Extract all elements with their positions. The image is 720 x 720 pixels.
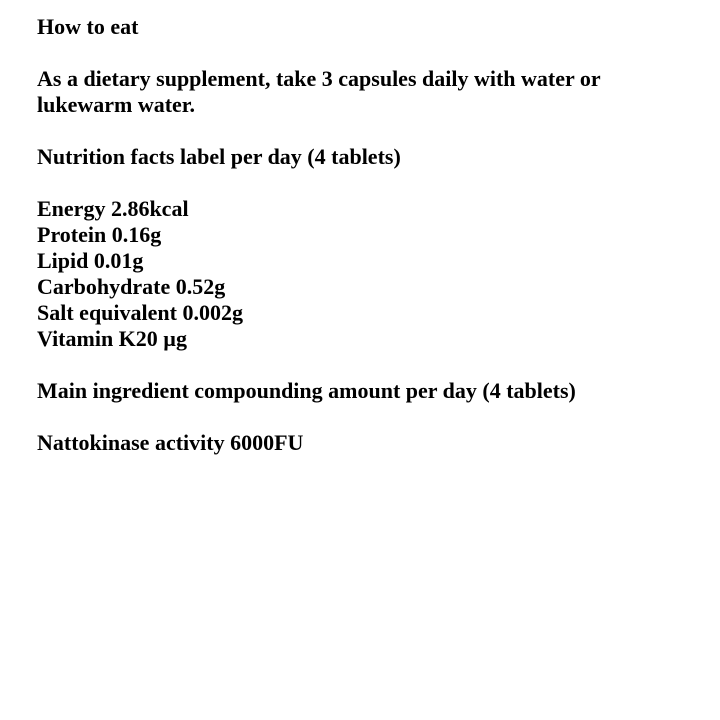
nutrition-item: Vitamin K20 µg — [37, 326, 187, 351]
nutrition-item: Carbohydrate 0.52g — [37, 274, 226, 299]
nutrition-list — [37, 196, 697, 352]
nutrition-item: Energy 2.86kcal — [37, 196, 189, 221]
ingredient: Nattokinase activity 6000FU — [37, 430, 304, 455]
document — [37, 14, 697, 456]
nutrition-item: Salt equivalent 0.002g — [37, 300, 243, 325]
heading: How to eat — [37, 14, 139, 39]
nutrition-item: Protein 0.16g — [37, 222, 162, 247]
nutrition-item: Lipid 0.01g — [37, 248, 144, 273]
nutrition-title: Nutrition facts label per day (4 tablets) — [37, 144, 401, 169]
ingredient-title: Main ingredient compounding amount per day (4 tablets) — [37, 378, 576, 403]
instructions: As a dietary supplement, take 3 capsules daily with water or lukewarm water. — [37, 66, 601, 117]
